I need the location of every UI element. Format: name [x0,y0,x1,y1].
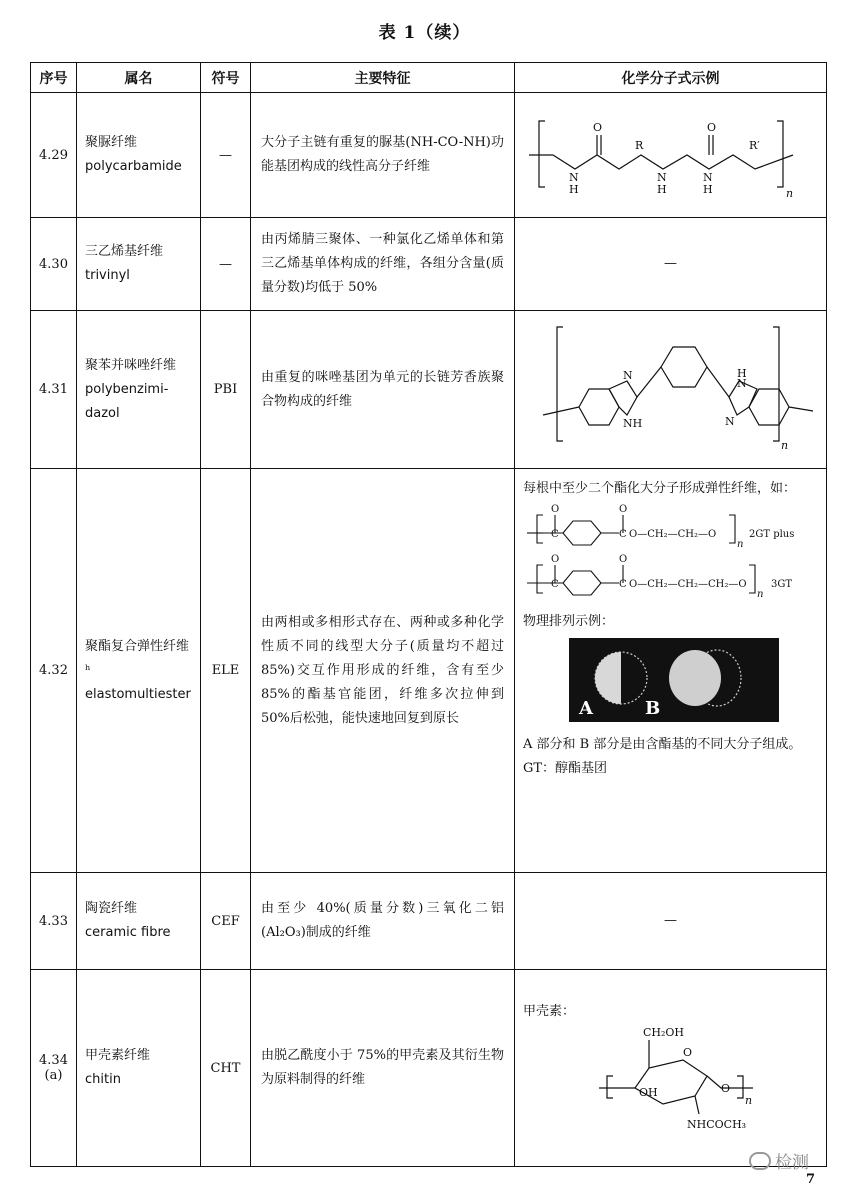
header-feature: 主要特征 [251,63,515,93]
svg-text:N: N [737,377,747,390]
elastomultiester-formula [523,501,818,601]
genus-en: trivinyl [85,268,130,283]
svg-text:R′: R′ [749,138,760,152]
row-example [515,93,827,218]
row-num: 4.30 [31,218,77,311]
physical-label: 物理排列示例： [523,614,615,629]
genus-en: chitin [85,1072,121,1087]
page-number: 7 [805,1172,815,1187]
svg-text:H: H [657,182,667,196]
svg-text:N: N [657,170,667,184]
svg-text:N: N [569,170,579,184]
table-row [31,218,827,311]
row-num: 4.31 [31,311,77,469]
svg-text:n: n [781,439,789,452]
svg-text:n: n [745,1094,753,1107]
svg-text:O: O [593,120,603,134]
chitin-formula [523,1024,818,1134]
svg-text:R: R [635,138,644,152]
genus-zh: 聚酯复合弹性纤维ʰ [85,638,190,678]
row-num-value: 4.34 [39,1053,68,1068]
formula-label-3gt: 3GT [771,579,793,590]
svg-text:NH: NH [623,417,643,430]
formula-label-2gt: 2GT plus [749,529,795,540]
pbi-formula [523,315,818,455]
svg-text:O: O [551,554,560,565]
row-num: 4.32 [31,469,77,873]
genus-zh: 甲壳素纤维 [85,1048,151,1063]
row-feature: 大分子主链有重复的脲基(NH-CO-NH)功能基团构成的线性高分子纤维 [251,93,515,218]
row-symbol: ELE [201,469,251,873]
fiber-table [30,62,827,1167]
svg-text:O: O [619,554,628,565]
row-num [31,970,77,1167]
svg-text:OH: OH [639,1086,658,1099]
watermark-text: 检测 [775,1153,809,1173]
svg-text:O: O [707,120,717,134]
row-num: 4.33 [31,873,77,970]
header-symbol: 符号 [201,63,251,93]
row-symbol: PBI [201,311,251,469]
row-genus [77,311,201,469]
genus-zh: 陶瓷纤维 [85,901,138,916]
row-feature: 由至少 40%(质量分数)三氧化二铝(Al₂O₃)制成的纤维 [251,873,515,970]
svg-text:C: C [551,529,559,540]
genus-en: elastomultiester [85,686,191,702]
part-label-b: B [645,698,661,719]
row-example [515,970,827,1167]
table-title: 表 1（续） [378,23,471,43]
header-row [31,63,827,93]
table-row [31,93,827,218]
svg-text:O—CH₂—CH₂—O: O—CH₂—CH₂—O [629,529,717,540]
part-label-a: A [579,698,593,719]
row-genus [77,873,201,970]
row-genus [77,970,201,1167]
svg-text:H: H [569,182,579,196]
header-num: 序号 [31,63,77,93]
genus-en: polybenzimi-dazol [85,381,169,421]
row-num-note: (a) [44,1068,63,1083]
header-genus: 属名 [77,63,201,93]
genus-zh: 聚苯并咪唑纤维 [85,357,177,373]
svg-text:N: N [623,369,633,382]
svg-text:n: n [737,539,744,550]
row-symbol: CEF [201,873,251,970]
svg-text:NHCOCH₃: NHCOCH₃ [687,1118,747,1131]
svg-text:C: C [619,529,627,540]
row-feature: 由重复的咪唑基团为单元的长链芳香族聚合物构成的纤维 [251,311,515,469]
row-feature: 由两相或多相形式存在、两种或多种化学性质不同的线型大分子(质量均不超过 85%)交互作用形成的纤维，含有至少 85%的酯基官能团，纤维多次拉伸到 50%后松弛，能快速地回复到原长 [251,469,515,873]
row-genus [77,93,201,218]
row-genus [77,218,201,311]
table-row [31,311,827,469]
svg-text:H: H [703,182,713,196]
row-genus [77,469,201,873]
genus-zh: 聚脲纤维 [85,135,138,150]
header-example: 化学分子式示例 [515,63,827,93]
table-row [31,469,827,873]
table-row [31,873,827,970]
row-feature: 由丙烯腈三聚体、一种氯化乙烯单体和第三乙烯基单体构成的纤维，各组分含量(质量分数)均低于 50% [251,218,515,311]
row-example [515,311,827,469]
row-num: 4.29 [31,93,77,218]
example-intro: 甲壳素： [523,1004,576,1019]
row-example: — [515,218,827,311]
svg-text:O: O [683,1046,693,1059]
svg-text:H: H [737,367,747,380]
polycarbamide-formula [523,101,818,201]
svg-text:O: O [551,504,560,515]
row-symbol: — [201,218,251,311]
row-example: — [515,873,827,970]
example-note-2: GT：醇酯基团 [523,761,608,776]
svg-text:CH₂OH: CH₂OH [643,1026,685,1039]
watermark [749,1148,809,1173]
table-row [31,970,827,1167]
svg-text:O—CH₂—CH₂—CH₂—O: O—CH₂—CH₂—CH₂—O [629,579,747,590]
svg-text:n: n [786,186,794,200]
row-symbol: CHT [201,970,251,1167]
genus-en: polycarbamide [85,159,182,174]
physical-arrangement-image [523,638,818,722]
row-symbol: — [201,93,251,218]
svg-text:N: N [725,415,735,428]
example-note-1: A 部分和 B 部分是由含酯基的不同大分子组成。 [523,737,802,752]
genus-en: ceramic fibre [85,925,171,940]
svg-text:O: O [721,1082,731,1095]
svg-text:C: C [619,579,627,590]
svg-text:O: O [619,504,628,515]
svg-text:N: N [703,170,713,184]
svg-text:n: n [757,589,764,600]
svg-text:C: C [551,579,559,590]
genus-zh: 三乙烯基纤维 [85,244,164,259]
row-example [515,469,827,873]
example-intro: 每根中至少二个酯化大分子形成弹性纤维，如： [523,481,797,496]
row-feature: 由脱乙酰度小于 75%的甲壳素及其衍生物为原料制得的纤维 [251,970,515,1167]
wechat-logo-icon [749,1152,771,1170]
